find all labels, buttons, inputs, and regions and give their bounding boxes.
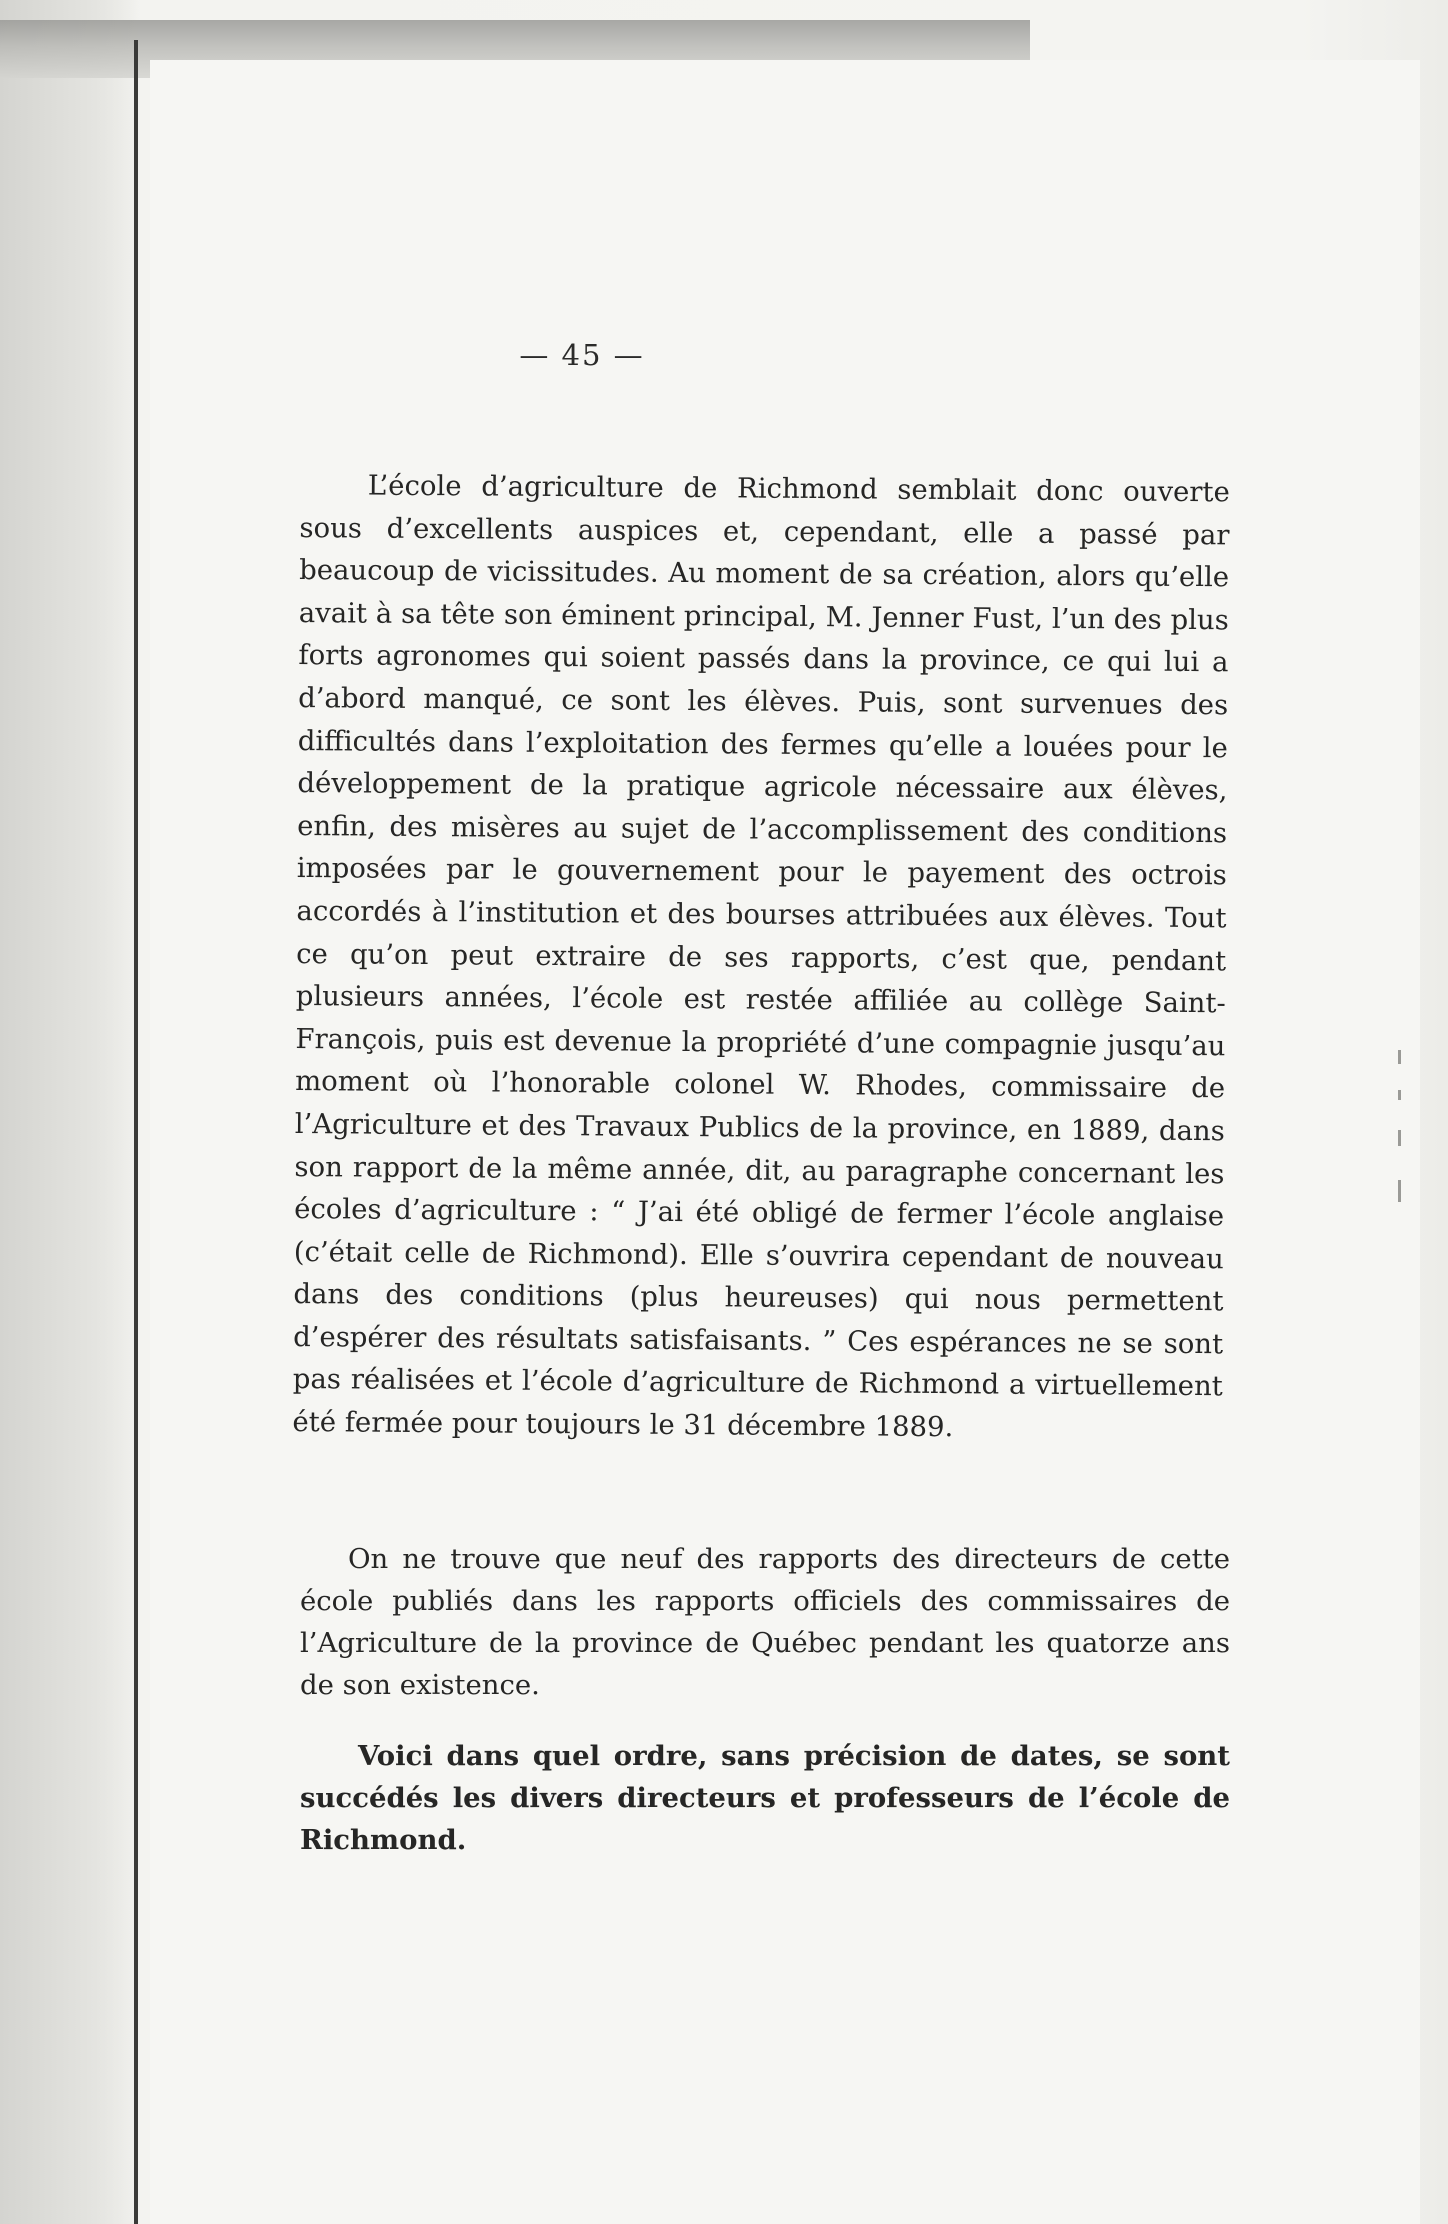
margin-mark [1398, 1050, 1401, 1064]
margin-mark [1398, 1130, 1401, 1146]
margin-mark [1398, 1180, 1401, 1202]
paragraph-2: On ne trouve que neuf des rapports des directeurs de cette école publiés dans les rapports officiels des commissaires de l’Agriculture de la province de Québec pendant les quatorze ans de son existence. [300, 1542, 1230, 1701]
margin-mark [1398, 1090, 1401, 1100]
page-number: — 45 — [519, 338, 645, 372]
book-gutter-shadow [0, 0, 140, 2224]
margin-marks [1398, 1050, 1412, 1230]
paragraph-3: Voici dans quel ordre, sans précision de dates, se sont succédés les divers directeurs et professeurs de l’école de Richmond. [300, 1739, 1230, 1856]
paragraph-1: L’école d’agriculture de Richmond semblait donc ouverte sous d’excellents auspices et, cependant, elle a passé par beaucoup de vicissitudes. Au moment de sa création, alors qu’elle avait à sa tête son éminent principal, M. Jenner Fust, l’un des plus forts agronomes qui soient passés dans la province, ce qui lui a d’abord manqué, ce sont les élèves. Puis, sont survenues des difficultés dans l’exploitation des fermes qu’elle a louées pour le développement de la pratique agricole nécessaire aux élèves, enfin, des misères au sujet de l’accomplissement des conditions imposées par le gouvernement pour le payement des octrois accordés à l’institution et des bourses attribuées aux élèves. Tout ce qu’on peut extraire de ses rapports, c’est que, pendant plusieurs années, l’école est restée affiliée au collège Saint-François, puis est devenue la propriété d’une compagnie jusqu’au moment où l’honorable colonel W. Rhodes, commissaire de l’Agriculture et des Travaux Publics de la province, en 1889, dans son rapport de la même année, dit, au paragraphe concernant les écoles d’agriculture : “ J’ai été obligé de fermer l’école anglaise (c’était celle de Richmond). Elle s’ouvrira cependant de nouveau dans des conditions (plus heureuses) qui nous permettent d’espérer des résultats satisfaisants. ” Ces espérances ne se sont pas réalisées et l’école d’agriculture de Richmond a virtuellement été fermée pour toujours le 31 décembre 1889. [292, 469, 1230, 1443]
